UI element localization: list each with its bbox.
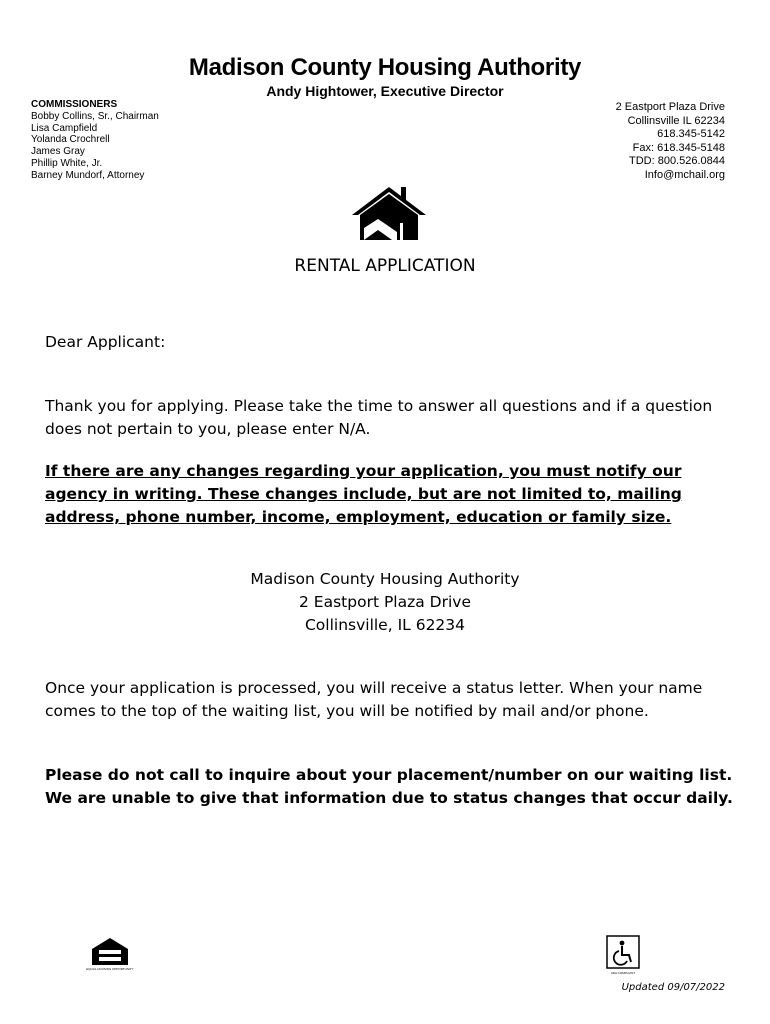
document-title: RENTAL APPLICATION bbox=[294, 256, 476, 276]
contact-city: Collinsville IL 62234 bbox=[627, 114, 725, 127]
address-line: Madison County Housing Authority bbox=[250, 570, 520, 588]
commissioner: Barney Mundorf, Attorney bbox=[31, 169, 145, 181]
contact-phone: 618.345-5142 bbox=[657, 128, 725, 140]
intro-paragraph: Thank you for applying. Please take the time to answer all questions and if a question does not pertain to you, please enter N/A. bbox=[45, 397, 713, 438]
accessibility-icon bbox=[605, 934, 643, 976]
salutation: Dear Applicant: bbox=[45, 333, 166, 351]
address-line: 2 Eastport Plaza Drive bbox=[299, 593, 471, 611]
changes-notice: If there are any changes regarding your application, you must notify our agency in writing. These changes include, but are not limited to, mailing address, phone number, income, employment, education or family size. bbox=[45, 462, 682, 526]
contact-street: 2 Eastport Plaza Drive bbox=[615, 101, 725, 113]
contact-tdd: TDD: 800.526.0844 bbox=[628, 155, 725, 167]
executive-director: Andy Hightower, Executive Director bbox=[266, 83, 504, 99]
commissioner: Phillip White, Jr. bbox=[31, 157, 103, 169]
contact-email[interactable]: Info@mchail.org bbox=[644, 168, 725, 181]
eho-caption: EQUAL HOUSING OPPORTUNITY bbox=[86, 967, 134, 971]
contact-fax: Fax: 618.345-5148 bbox=[632, 141, 725, 154]
house-logo-icon bbox=[350, 185, 428, 241]
processing-paragraph: Once your application is processed, you will receive a status letter. When your name comes to the top of the waiting list, you will be notified by mail and/or phone. bbox=[45, 679, 703, 720]
equal-housing-opportunity-icon bbox=[86, 936, 134, 976]
updated-date: Updated 09/07/2022 bbox=[621, 982, 725, 993]
no-calls-notice: Please do not call to inquire about your placement/number on our waiting list. We are unable to give that information due to status changes that occur daily. bbox=[45, 766, 733, 807]
commissioner: Lisa Campfield bbox=[31, 122, 98, 134]
commissioner: Yolanda Crochrell bbox=[31, 134, 110, 146]
commissioner: James Gray bbox=[31, 146, 85, 158]
mailing-address bbox=[0, 568, 770, 637]
ada-caption: ADA COMPLIANT bbox=[610, 971, 636, 975]
commissioners-heading: COMMISSIONERS bbox=[31, 99, 118, 110]
commissioner: Bobby Collins, Sr., Chairman bbox=[31, 110, 159, 122]
address-line: Collinsville, IL 62234 bbox=[304, 616, 466, 634]
commissioners-list bbox=[31, 99, 159, 182]
org-title: Madison County Housing Authority bbox=[188, 54, 582, 81]
contact-block bbox=[616, 101, 725, 182]
